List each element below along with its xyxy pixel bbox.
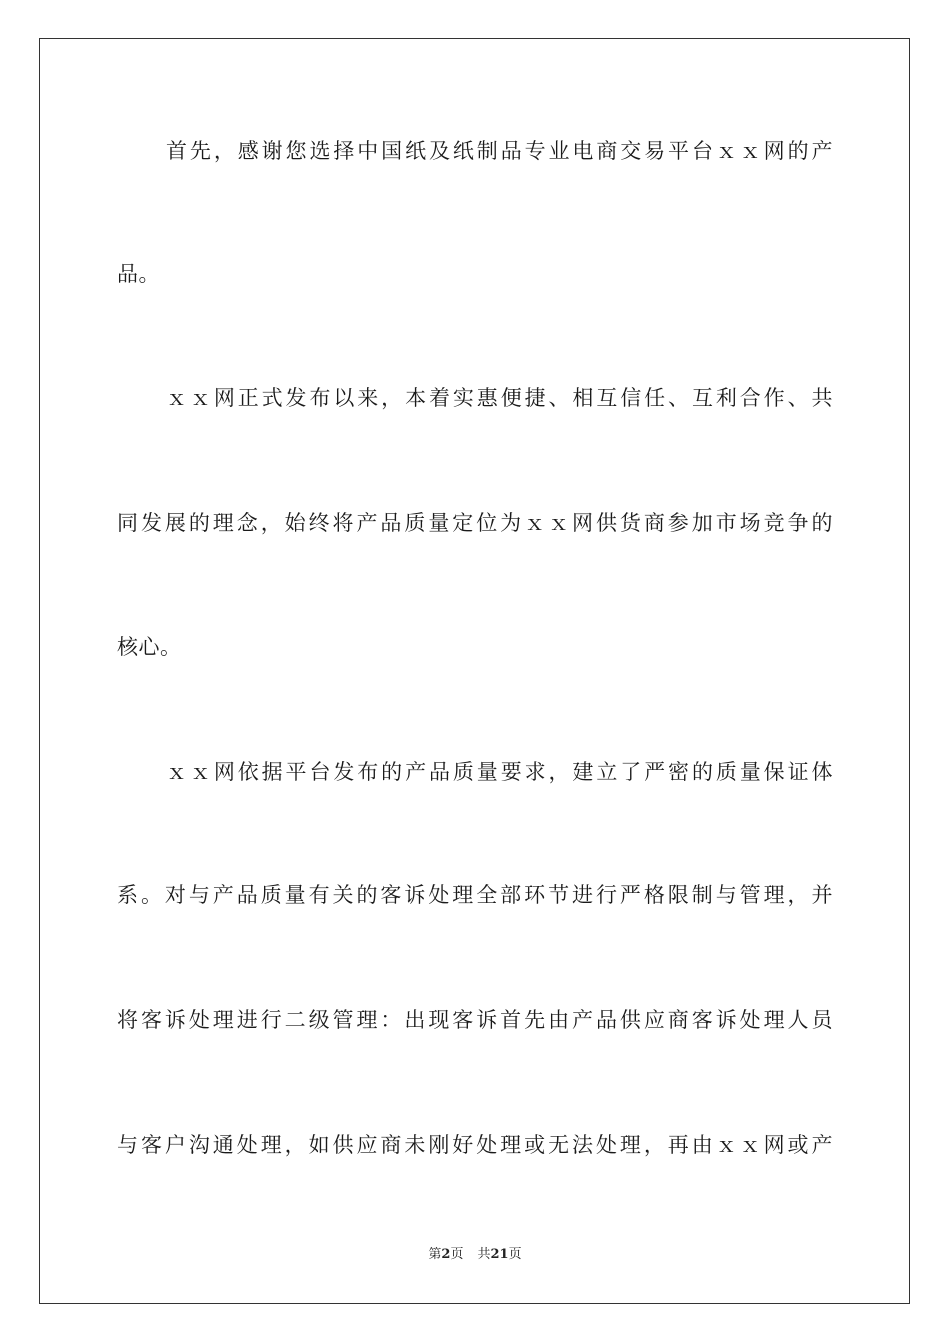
paragraph-line: ｘｘ网依据平台发布的产品质量要求，建立了严密的质量保证体 [166,760,833,784]
paragraph-line: 同发展的理念，始终将产品质量定位为ｘｘ网供货商参加市场竞争的 [117,511,833,535]
page-suffix: 页 [450,1247,464,1262]
page-current: 2 [441,1247,451,1262]
total-prefix: 共 [477,1247,491,1262]
paragraph-line: ｘｘ网正式发布以来，本着实惠便捷、相互信任、互利合作、共 [166,386,833,410]
paragraph-line: 核心。 [117,635,182,659]
paragraph-line: 首先，感谢您选择中国纸及纸制品专业电商交易平台ｘｘ网的产 [166,139,833,163]
paragraph-line: 将客诉处理进行二级管理：出现客诉首先由产品供应商客诉处理人员 [117,1008,833,1032]
page-prefix: 第 [428,1247,442,1262]
paragraph-line: 品。 [117,262,160,286]
total-suffix: 页 [508,1247,522,1262]
page-border [39,38,910,1304]
paragraph-line: 系。对与产品质量有关的客诉处理全部环节进行严格限制与管理，并 [117,883,833,907]
paragraph-line: 与客户沟通处理，如供应商未刚好处理或无法处理，再由ｘｘ网或产 [117,1133,833,1157]
page-total: 21 [490,1247,509,1262]
page-footer [0,1246,950,1264]
